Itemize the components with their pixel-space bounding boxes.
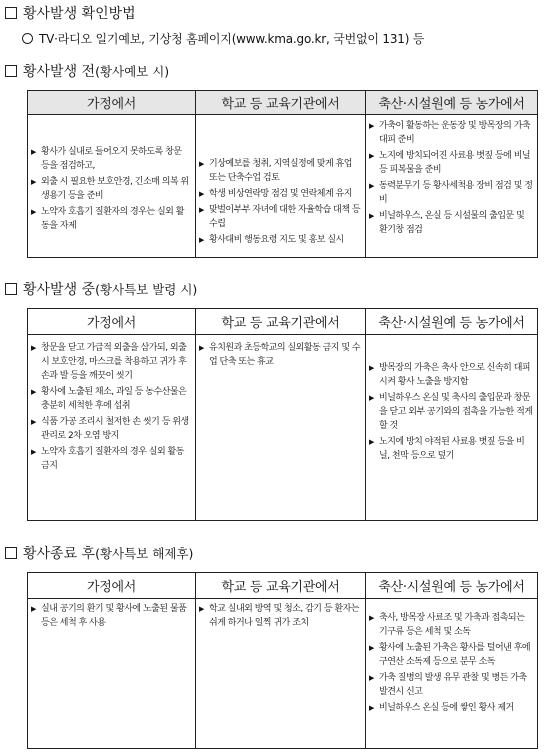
column-header-school: 학교 등 교육기관에서 <box>196 309 366 335</box>
bullet-item: ▶ 동력분무기 등 황사세척용 장비 점검 및 정비 <box>369 179 534 207</box>
bullet-list <box>199 157 362 247</box>
bullet-list <box>369 361 534 463</box>
bullet-item: ▶ 유치원과 초등학교의 실외활동 금지 및 수업 단축 또는 휴교 <box>199 341 362 369</box>
cell-school <box>196 599 366 749</box>
column-header-home: 가정에서 <box>28 309 196 335</box>
bullet-item: ▶ 황사대비 행동요령 지도 및 홍보 실시 <box>199 233 362 247</box>
bullet-item: ▶ 식품 가공 조리시 철저한 손 씻기 등 위생관리로 2차 오염 방지 <box>31 415 192 443</box>
bullet-list <box>31 145 192 233</box>
bullet-item: ▶ 비닐하우스 온실 및 축사의 출입문과 창문을 닫고 외부 공기와의 접촉을 가능한 적게 할 것 <box>369 391 534 433</box>
bullet-item: ▶ 학교 실내외 방역 및 청소, 감기 등 환자는 쉬게 하거나 일찍 귀가 조치 <box>199 602 362 630</box>
column-header-home: 가정에서 <box>28 91 196 115</box>
section-heading-during <box>5 282 197 298</box>
bullet-list <box>369 611 534 715</box>
section-subtitle: (황사특보 해제후) <box>95 546 194 561</box>
bullet-item: ▶ 비닐하우스 온실 등에 쌓인 황사 제거 <box>369 701 534 715</box>
cell-school <box>196 335 366 521</box>
info-line <box>22 30 424 47</box>
bullet-item: ▶ 황사가 실내로 들어오지 못하도록 창문 등을 점검하고, <box>31 145 192 173</box>
bullet-item: ▶ 비닐하우스, 온실 등 시설물의 출입문 및 환기창 점검 <box>369 209 534 237</box>
title-heading <box>5 6 136 22</box>
table-row <box>28 599 538 749</box>
bullet-item: ▶ 창문을 닫고 가급적 외출을 삼가되, 외출 시 보호안경, 마스크를 착용하고 귀가 후 손과 발 등을 깨끗이 씻기 <box>31 341 192 383</box>
cell-school <box>196 115 366 258</box>
column-header-farm: 축산·시설원예 등 농가에서 <box>366 573 538 599</box>
checkbox-square-icon <box>5 547 17 559</box>
section-heading-after <box>5 546 193 562</box>
bullet-item: ▶ 방목장의 가축은 축사 안으로 신속히 대피시켜 황사 노출을 방지함 <box>369 361 534 389</box>
bullet-item: ▶ 노약자 호흡기 질환자의 경우 실외 활동 금지 <box>31 445 192 473</box>
bullet-list <box>31 341 192 473</box>
bullet-list <box>199 602 362 630</box>
bullet-list <box>369 119 534 237</box>
bullet-list <box>199 341 362 369</box>
table-row <box>28 335 538 521</box>
cell-home <box>28 335 196 521</box>
cell-home <box>28 115 196 258</box>
bullet-item: ▶ 외출 시 필요한 보호안경, 긴소매 의복 위생용기 등을 준비 <box>31 175 192 203</box>
checkbox-square-icon <box>5 65 17 77</box>
column-header-school: 학교 등 교육기관에서 <box>196 91 366 115</box>
bullet-list <box>31 602 192 630</box>
table-after <box>27 572 538 749</box>
section-title: 황사발생 전 <box>23 64 96 80</box>
bullet-item: ▶ 학생 비상연락망 점검 및 연락체계 유지 <box>199 187 362 201</box>
bullet-item: ▶ 노지에 방치 야적된 사료용 볏짚 등을 비닐, 천막 등으로 덮기 <box>369 435 534 463</box>
column-header-farm: 축산·시설원예 등 농가에서 <box>366 91 538 115</box>
section-subtitle: (황사특보 발령 시) <box>95 282 198 297</box>
bullet-item: ▶ 가축 질병의 발생 유무 관찰 및 병든 가축 발견시 신고 <box>369 671 534 699</box>
bullet-item: ▶ 기상예보를 청취, 지역실정에 맞게 휴업 또는 단축수업 검토 <box>199 157 362 185</box>
bullet-item: ▶ 노약자 호흡기 질환자의 경우는 실외 활동을 자제 <box>31 205 192 233</box>
table-before <box>27 90 538 258</box>
cell-farm <box>366 599 538 749</box>
title-text: 황사발생 확인방법 <box>23 6 136 22</box>
cell-farm <box>366 335 538 521</box>
cell-home <box>28 599 196 749</box>
section-heading-before <box>5 64 169 80</box>
bullet-item: ▶ 축사, 방목장 사료조 및 가축과 접촉되는 기구류 등은 세척 및 소독 <box>369 611 534 639</box>
section-title: 황사종료 후 <box>23 546 96 562</box>
bullet-item: ▶ 맞벌이부부 자녀에 대한 자율학습 대책 등 수립 <box>199 203 362 231</box>
info-line-text: TV·라디오 일기예보, 기상청 홈페이지(www.kma.go.kr, 국번없이 131) 등 <box>39 32 425 46</box>
table-header-row <box>28 309 538 335</box>
cell-farm <box>366 115 538 258</box>
section-subtitle: (황사예보 시) <box>95 64 170 79</box>
table-header-row <box>28 91 538 115</box>
table-header-row <box>28 573 538 599</box>
checkbox-square-icon <box>5 283 17 295</box>
bullet-item: ▶ 가축이 활동하는 운동장 및 방목장의 가축 대피 준비 <box>369 119 534 147</box>
circle-bullet-icon <box>22 33 33 44</box>
bullet-item: ▶ 노지에 방치되어진 사료용 볏짚 등에 비닐 등 피복물을 준비 <box>369 149 534 177</box>
bullet-item: ▶ 황사에 노출된 가축은 황사를 털어낸 후에 구연산 소독제 등으로 분무 소독 <box>369 641 534 669</box>
column-header-farm: 축산·시설원예 등 농가에서 <box>366 309 538 335</box>
column-header-school: 학교 등 교육기관에서 <box>196 573 366 599</box>
section-title: 황사발생 중 <box>23 282 96 298</box>
column-header-home: 가정에서 <box>28 573 196 599</box>
table-row <box>28 115 538 258</box>
bullet-item: ▶ 실내 공기의 환기 및 황사에 노출된 물품 등은 세척 후 사용 <box>31 602 192 630</box>
checkbox-square-icon <box>5 7 17 19</box>
bullet-item: ▶ 황사에 노출된 채소, 과일 등 농수산물은 충분히 세척한 후에 섭취 <box>31 385 192 413</box>
table-during <box>27 308 538 521</box>
